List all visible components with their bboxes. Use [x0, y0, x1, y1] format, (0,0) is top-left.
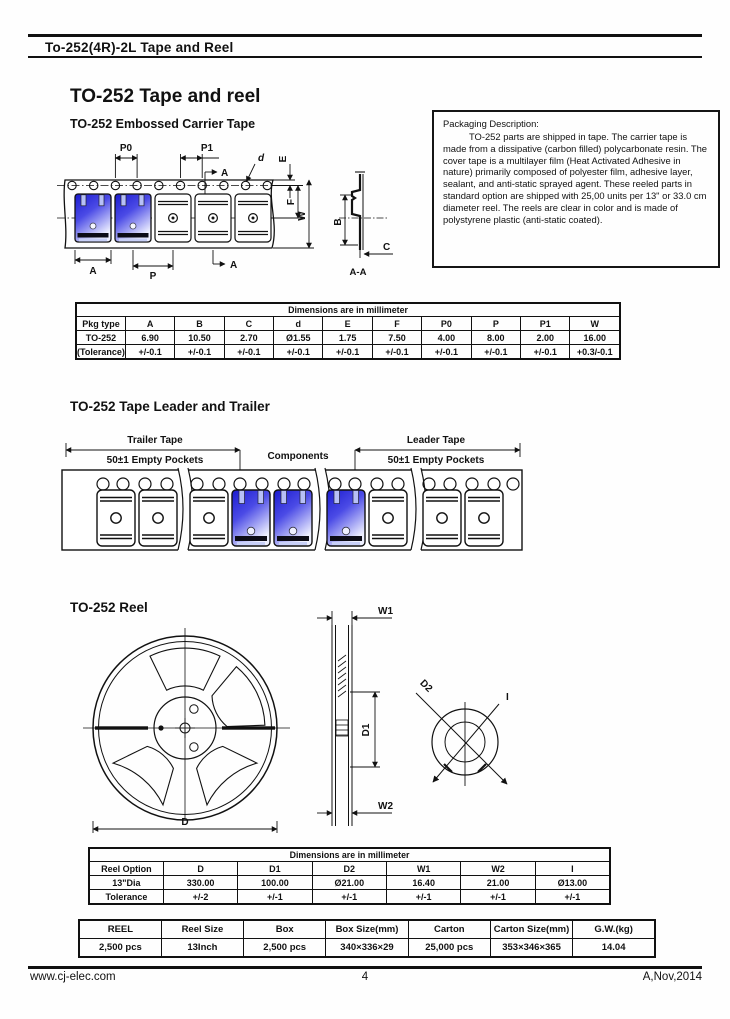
column-header: I — [535, 862, 610, 876]
footer-page-number: 4 — [361, 971, 369, 983]
loaded-pockets — [232, 490, 365, 546]
table-cell: 7.50 — [372, 331, 421, 345]
table-cell: 2.70 — [224, 331, 273, 345]
label-d: d — [258, 153, 265, 164]
carrier-tape-subtitle: TO-252 Embossed Carrier Tape — [70, 117, 256, 131]
reel-dimensions-table — [88, 847, 611, 905]
reel-front-view — [83, 628, 290, 833]
table-cell: 4.00 — [422, 331, 471, 345]
table-caption: Dimensions are in millimeter — [89, 848, 610, 862]
reel-drawing — [58, 600, 538, 850]
table-cell: (Tolerance) — [76, 345, 125, 360]
table-cell: +/-0.1 — [274, 345, 323, 360]
column-header: d — [274, 317, 323, 331]
reel-hub-detail — [416, 678, 509, 786]
column-header: W — [570, 317, 620, 331]
column-header: C — [224, 317, 273, 331]
label-reel-i: I — [506, 692, 509, 703]
table-header-row — [89, 862, 610, 876]
column-header: REEL — [79, 920, 161, 939]
empty-pockets — [155, 194, 271, 242]
column-header: Box Size(mm) — [326, 920, 408, 939]
table-cell: TO-252 — [76, 331, 125, 345]
footer-revision-date: A,Nov,2014 — [642, 971, 702, 983]
label-c: C — [383, 242, 391, 253]
table-cell: 14.04 — [573, 939, 655, 958]
label-section-aa: A-A — [349, 267, 367, 278]
table-header-row — [76, 317, 620, 331]
table-cell: +/-0.1 — [323, 345, 372, 360]
column-header: F — [372, 317, 421, 331]
table-cell: 10.50 — [175, 331, 224, 345]
label-p1: P1 — [200, 143, 214, 154]
footer-website: www.cj-elec.com — [30, 971, 116, 983]
table-caption: Dimensions are in millimeter — [76, 303, 620, 317]
column-header: D2 — [312, 862, 386, 876]
table-cell: +/-0.1 — [471, 345, 520, 360]
column-header: D — [163, 862, 237, 876]
table-cell: 1.75 — [323, 331, 372, 345]
column-header: D1 — [238, 862, 312, 876]
table-cell: 100.00 — [238, 876, 312, 890]
label-e: E — [278, 155, 289, 163]
column-header: P0 — [422, 317, 471, 331]
table-cell: 13Inch — [161, 939, 243, 958]
table-row — [76, 331, 620, 345]
table-cell: +/-0.1 — [422, 345, 471, 360]
table-cell: 2,500 pcs — [244, 939, 326, 958]
label-reel-d2: D2 — [417, 677, 435, 695]
label-trailer-pockets: 50±1 Empty Pockets — [106, 455, 204, 466]
table-cell: +/-0.1 — [372, 345, 421, 360]
column-header: Carton — [408, 920, 490, 939]
column-header: P1 — [521, 317, 570, 331]
table-cell: 8.00 — [471, 331, 520, 345]
label-a-dim: A — [89, 266, 97, 277]
table-cell: 340×336×29 — [326, 939, 408, 958]
label-a-bottom: A — [230, 260, 238, 271]
table-cell: Tolerance — [89, 890, 163, 905]
column-header: E — [323, 317, 372, 331]
table-cell: 16.00 — [570, 331, 620, 345]
label-reel-w2: W2 — [378, 801, 393, 812]
label-reel-d1: D1 — [361, 723, 372, 737]
table-cell: +/-1 — [535, 890, 610, 905]
table-cell: +/-1 — [387, 890, 461, 905]
column-header: Carton Size(mm) — [490, 920, 572, 939]
reel-title: TO-252 Reel — [70, 600, 148, 615]
column-header: P — [471, 317, 520, 331]
column-header: G.W.(kg) — [573, 920, 655, 939]
table-cell: Ø21.00 — [312, 876, 386, 890]
header-rule-bottom — [28, 56, 702, 58]
label-reel-w1: W1 — [378, 606, 393, 617]
tape-leader-trailer-drawing — [58, 432, 526, 557]
table-cell: 16.40 — [387, 876, 461, 890]
column-header: Box — [244, 920, 326, 939]
column-header: Reel Option — [89, 862, 163, 876]
label-leader-pockets: 50±1 Empty Pockets — [387, 455, 485, 466]
label-leader-tape: Leader Tape — [406, 435, 466, 446]
label-trailer-tape: Trailer Tape — [127, 435, 183, 446]
column-header: Reel Size — [161, 920, 243, 939]
carrier-tape-dimensions-table — [75, 302, 621, 360]
label-f: F — [286, 198, 297, 206]
packing-quantity-table — [78, 919, 656, 958]
table-cell: 353×346×365 — [490, 939, 572, 958]
label-components: Components — [267, 451, 329, 462]
table-cell: 13"Dia — [89, 876, 163, 890]
column-header: B — [175, 317, 224, 331]
label-a-top: A — [221, 168, 229, 179]
table-cell: +/-0.1 — [125, 345, 174, 360]
page-title: TO-252 Tape and reel — [70, 86, 261, 107]
packaging-title: Packaging Description: — [443, 118, 539, 129]
table-cell: +/-2 — [163, 890, 237, 905]
label-b: B — [333, 218, 344, 226]
column-header: W2 — [461, 862, 535, 876]
table-cell: 330.00 — [163, 876, 237, 890]
footer-rule — [28, 966, 702, 969]
table-row — [89, 876, 610, 890]
table-header-row — [79, 920, 655, 939]
table-cell: Ø1.55 — [274, 331, 323, 345]
table-row — [76, 345, 620, 360]
column-header: W1 — [387, 862, 461, 876]
leader-trailer-title: TO-252 Tape Leader and Trailer — [70, 399, 270, 414]
label-reel-d: D — [181, 817, 189, 828]
table-cell: 6.90 — [125, 331, 174, 345]
column-header: A — [125, 317, 174, 331]
table-cell: +0.3/-0.1 — [570, 345, 620, 360]
table-cell: Ø13.00 — [535, 876, 610, 890]
column-header: Pkg type — [76, 317, 125, 331]
packaging-description-box — [432, 110, 720, 268]
table-cell: 21.00 — [461, 876, 535, 890]
table-cell: +/-1 — [238, 890, 312, 905]
label-w: W — [297, 211, 308, 221]
packaging-body: TO-252 parts are shipped in tape. The carrier tape is made from a dissipative (carbon filled) polycarbonate resin. The cover tape is a multilayer film (Heat Activated Adhesive in nature) primarily composed of polyester film, adhesive layer, sealant, and anti-static sprayed agent. These reeled parts in standard option are shipped with 25,00 units per 13" or 33.0 cm diameter reel. The reels are clear in color and is made of polystyrene plastic (anti-static coated). — [443, 130, 708, 225]
table-cell: 2,500 pcs — [79, 939, 161, 958]
reel-side-view — [317, 606, 393, 826]
loaded-pockets — [75, 194, 151, 242]
label-p0: P0 — [119, 143, 133, 154]
table-cell: +/-0.1 — [175, 345, 224, 360]
header-rule-top — [28, 34, 702, 37]
table-cell: +/-1 — [312, 890, 386, 905]
table-cell: 25,000 pcs — [408, 939, 490, 958]
table-cell: 2.00 — [521, 331, 570, 345]
table-row — [89, 890, 610, 905]
page-header-title: To-252(4R)-2L Tape and Reel — [45, 40, 234, 55]
label-p: P — [149, 271, 157, 282]
embossed-carrier-tape-drawing — [55, 138, 405, 288]
table-cell: +/-0.1 — [521, 345, 570, 360]
table-cell: +/-0.1 — [224, 345, 273, 360]
table-cell: +/-1 — [461, 890, 535, 905]
table-row — [79, 939, 655, 958]
